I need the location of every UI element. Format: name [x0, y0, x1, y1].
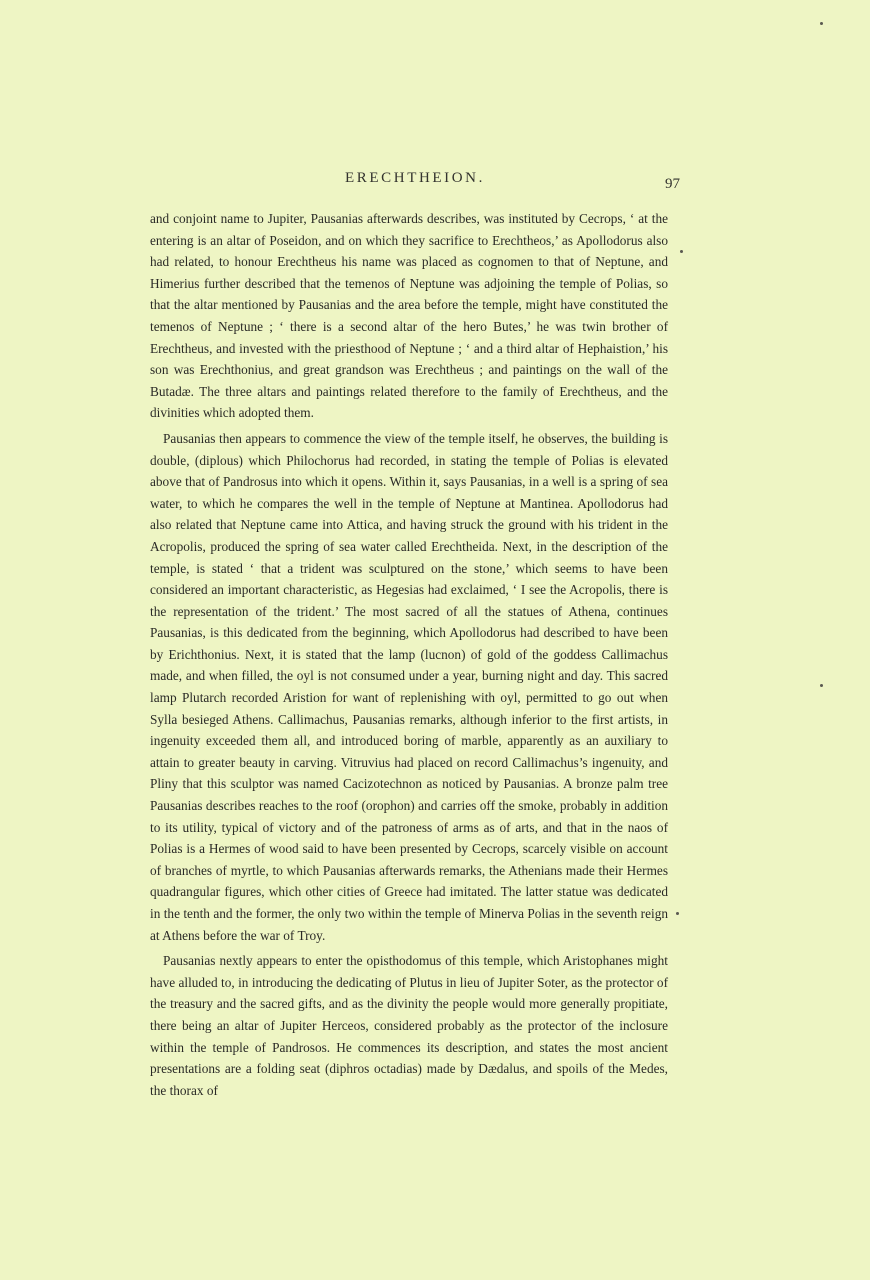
print-speck [680, 250, 683, 253]
print-speck [676, 912, 679, 915]
print-speck [820, 684, 823, 687]
body-text [150, 208, 668, 1105]
page-number: 97 [665, 176, 680, 192]
print-speck [820, 22, 823, 25]
paragraph-1: and conjoint name to Jupiter, Pausanias afterwards describes, was instituted by Cecrops, ‘ at the entering is an altar of Poseidon, and on which they sacrifice to Erechtheos,’ as Apollodorus also had related, to honour Erechtheus his name was placed as cognomen to that of Neptune, and Himerius further described that the temenos of Neptune was adjoining the temple of Polias, so that the altar mentioned by Pausanias and the area before the temple, might have constituted the temenos of Neptune ; ‘ there is a second altar of the hero Butes,’ he was twin brother of Erechtheus, and invested with the priesthood of Neptune ; ‘ and a third altar of Hephaistion,’ his son was Erechthonius, and great grandson was Erechtheus ; and paintings on the wall of the Butadæ. The three altars and paintings related therefore to the family of Erechtheus, and the divinities which adopted them. [150, 211, 668, 421]
running-title: ERECHTHEION. [345, 170, 485, 186]
paragraph-2: Pausanias then appears to commence the view of the temple itself, he observes, the building is double, (diplous) which Philochorus had recorded, in stating the temple of Polias is elevated above that of Pandrosus into which it opens. Within it, says Pausanias, in a well is a spring of sea water, to which he compares the well in the temple of Neptune at Mantinea. Apollodorus had also related that Neptune came into Attica, and having struck the ground with his trident in the Acropolis, produced the spring of sea water called Erechtheida. Next, in the description of the temple, is stated ‘ that a trident was sculptured on the stone,’ which seems to have been considered an important characteristic, as Hegesias had exclaimed, ‘ I see the Acropolis, there is the representation of the trident.’ The most sacred of all the statues of Athena, continues Pausanias, is this dedicated from the beginning, which Apollodorus had described to have been by Erichthonius. Next, it is stated that the lamp (lucnon) of gold of the goddess Callimachus made, and when filled, the oyl is not consumed under a year, burning night and day. This sacred lamp Plutarch recorded Aristion for want of replenishing with oyl, permitted to go out when Sylla besieged Athens. Callimachus, Pausanias remarks, although inferior to the first artists, in ingenuity exceeded them all, and introduced boring of marble, apparently as an auxiliary to attain to greater beauty in carving. Vitruvius had placed on record Callimachus’s ingenuity, and Pliny that this sculptor was named Cacizotechnon as noticed by Pausanias. A bronze palm tree Pausanias describes reaches to the roof (orophon) and carries off the smoke, probably in addition to its utility, typical of victory and of the patroness of arms as of arts, and that in the naos of Polias is a Hermes of wood said to have been presented by Cecrops, scarcely visible on account of branches of myrtle, to which Pausanias afterwards remarks, the Athenians made their Hermes quadrangular figures, which other cities of Greece had imitated. The latter statue was dedicated in the tenth and the former, the only two within the temple of Minerva Polias in the seventh reign at Athens before the war of Troy. [150, 430, 668, 943]
running-head [150, 170, 680, 194]
paragraph-3: Pausanias nextly appears to enter the opisthodomus of this temple, which Aristophanes might have alluded to, in introducing the dedicating of Plutus in lieu of Jupiter Soter, as the protector of the treasury and the sacred gifts, and as the divinity the people would more generally propitiate, there being an altar of Jupiter Herceos, considered probably as the protector of the inclosure within the temple of Pandrosos. He commences its description, and states the most ancient presentations are a folding seat (diphros octadias) made by Dædalus, and spoils of the Medes, the thorax of [150, 953, 668, 1098]
